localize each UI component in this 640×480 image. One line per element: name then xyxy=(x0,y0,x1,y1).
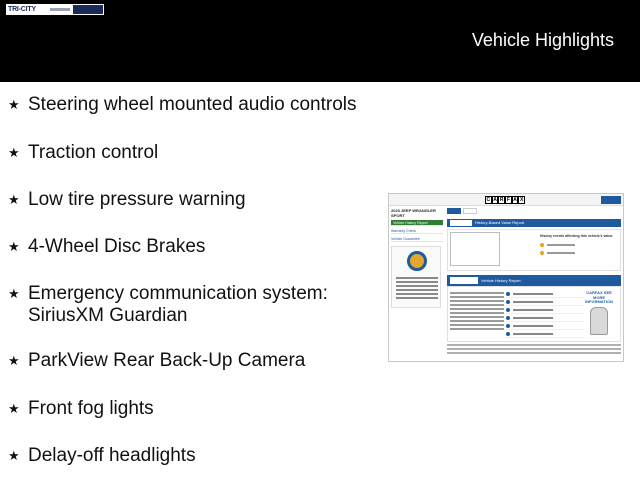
star-bullet-icon: ★ xyxy=(8,353,20,368)
dealer-logo-tagline xyxy=(50,8,70,11)
carfax-report-bar xyxy=(447,275,621,286)
carfax-badge-icon xyxy=(407,251,427,271)
carfax-vehicle-title: 2023 JEEP WRANGLER SPORT xyxy=(391,208,436,218)
dealer-phone-badge xyxy=(73,5,103,14)
feature-text: Low tire pressure warning xyxy=(28,189,246,210)
feature-item xyxy=(8,398,358,420)
carfax-sidebar-item: Warranty Check xyxy=(391,228,443,234)
carfax-value-image xyxy=(450,232,500,266)
carfax-sidebar-item: Vehicle Guarantee xyxy=(391,236,443,242)
star-bullet-icon: ★ xyxy=(8,401,20,416)
carfax-logo: C A R F A X xyxy=(486,197,524,203)
feature-text: Steering wheel mounted audio controls xyxy=(28,94,357,115)
carfax-sidebar-item: Vehicle History Report xyxy=(391,220,443,226)
carfax-footer-text xyxy=(447,344,621,354)
feature-text: Traction control xyxy=(28,142,159,163)
carfax-report-rows xyxy=(506,290,584,338)
header-banner xyxy=(0,0,640,82)
carfax-event-icon xyxy=(540,243,544,247)
carfax-dealer-card xyxy=(391,246,441,308)
carfax-report-image[interactable] xyxy=(388,193,624,362)
star-bullet-icon: ★ xyxy=(8,145,20,160)
carfax-event-icon xyxy=(540,251,544,255)
feature-item xyxy=(8,350,358,372)
carfax-event-line xyxy=(547,252,575,254)
carfax-topbar xyxy=(389,194,624,206)
feature-text: Front fog lights xyxy=(28,398,154,419)
carfax-home-button xyxy=(601,196,621,204)
carfax-main xyxy=(447,208,621,360)
star-bullet-icon: ★ xyxy=(8,97,20,112)
feature-item xyxy=(8,236,358,258)
star-bullet-icon: ★ xyxy=(8,192,20,207)
feature-text: Emergency communication system: SiriusXM Guardian xyxy=(28,283,328,326)
carfax-promo-text: CARFAX SEE MORE INFORMATION xyxy=(585,290,613,304)
carfax-report-summary xyxy=(450,290,504,330)
carfax-promo xyxy=(582,291,616,339)
feature-text: ParkView Rear Back-Up Camera xyxy=(28,350,306,371)
dealer-logo[interactable] xyxy=(6,4,104,15)
carfax-value-bar xyxy=(447,219,621,227)
star-bullet-icon: ★ xyxy=(8,448,20,463)
dealer-logo-text: TRI-CITY xyxy=(8,5,48,14)
feature-item xyxy=(8,94,358,116)
feature-text: 4-Wheel Disc Brakes xyxy=(28,236,206,257)
carfax-report-panel xyxy=(447,286,621,342)
star-bullet-icon: ★ xyxy=(8,286,20,301)
feature-text: Delay-off headlights xyxy=(28,445,196,466)
carfax-report-title: Vehicle History Report xyxy=(481,278,521,283)
carfax-bar-logo xyxy=(450,277,478,284)
star-bullet-icon: ★ xyxy=(8,239,20,254)
carfax-value-title: History-Based Value Report xyxy=(475,220,525,225)
carfax-value-panel xyxy=(447,229,621,271)
feature-item xyxy=(8,142,358,164)
feature-item xyxy=(8,445,358,467)
carfax-sidebar xyxy=(391,208,443,358)
carfax-review-title: History events affecting this vehicle's value xyxy=(540,234,613,238)
feature-item xyxy=(8,283,328,327)
page-title: Vehicle Highlights xyxy=(471,30,614,50)
carfax-fox-icon xyxy=(590,307,608,335)
carfax-event-line xyxy=(547,244,575,246)
feature-item xyxy=(8,189,358,211)
carfax-bar-logo xyxy=(450,220,472,226)
carfax-tabs xyxy=(447,208,621,215)
carfax-tab xyxy=(463,208,477,214)
carfax-tab xyxy=(447,208,461,214)
